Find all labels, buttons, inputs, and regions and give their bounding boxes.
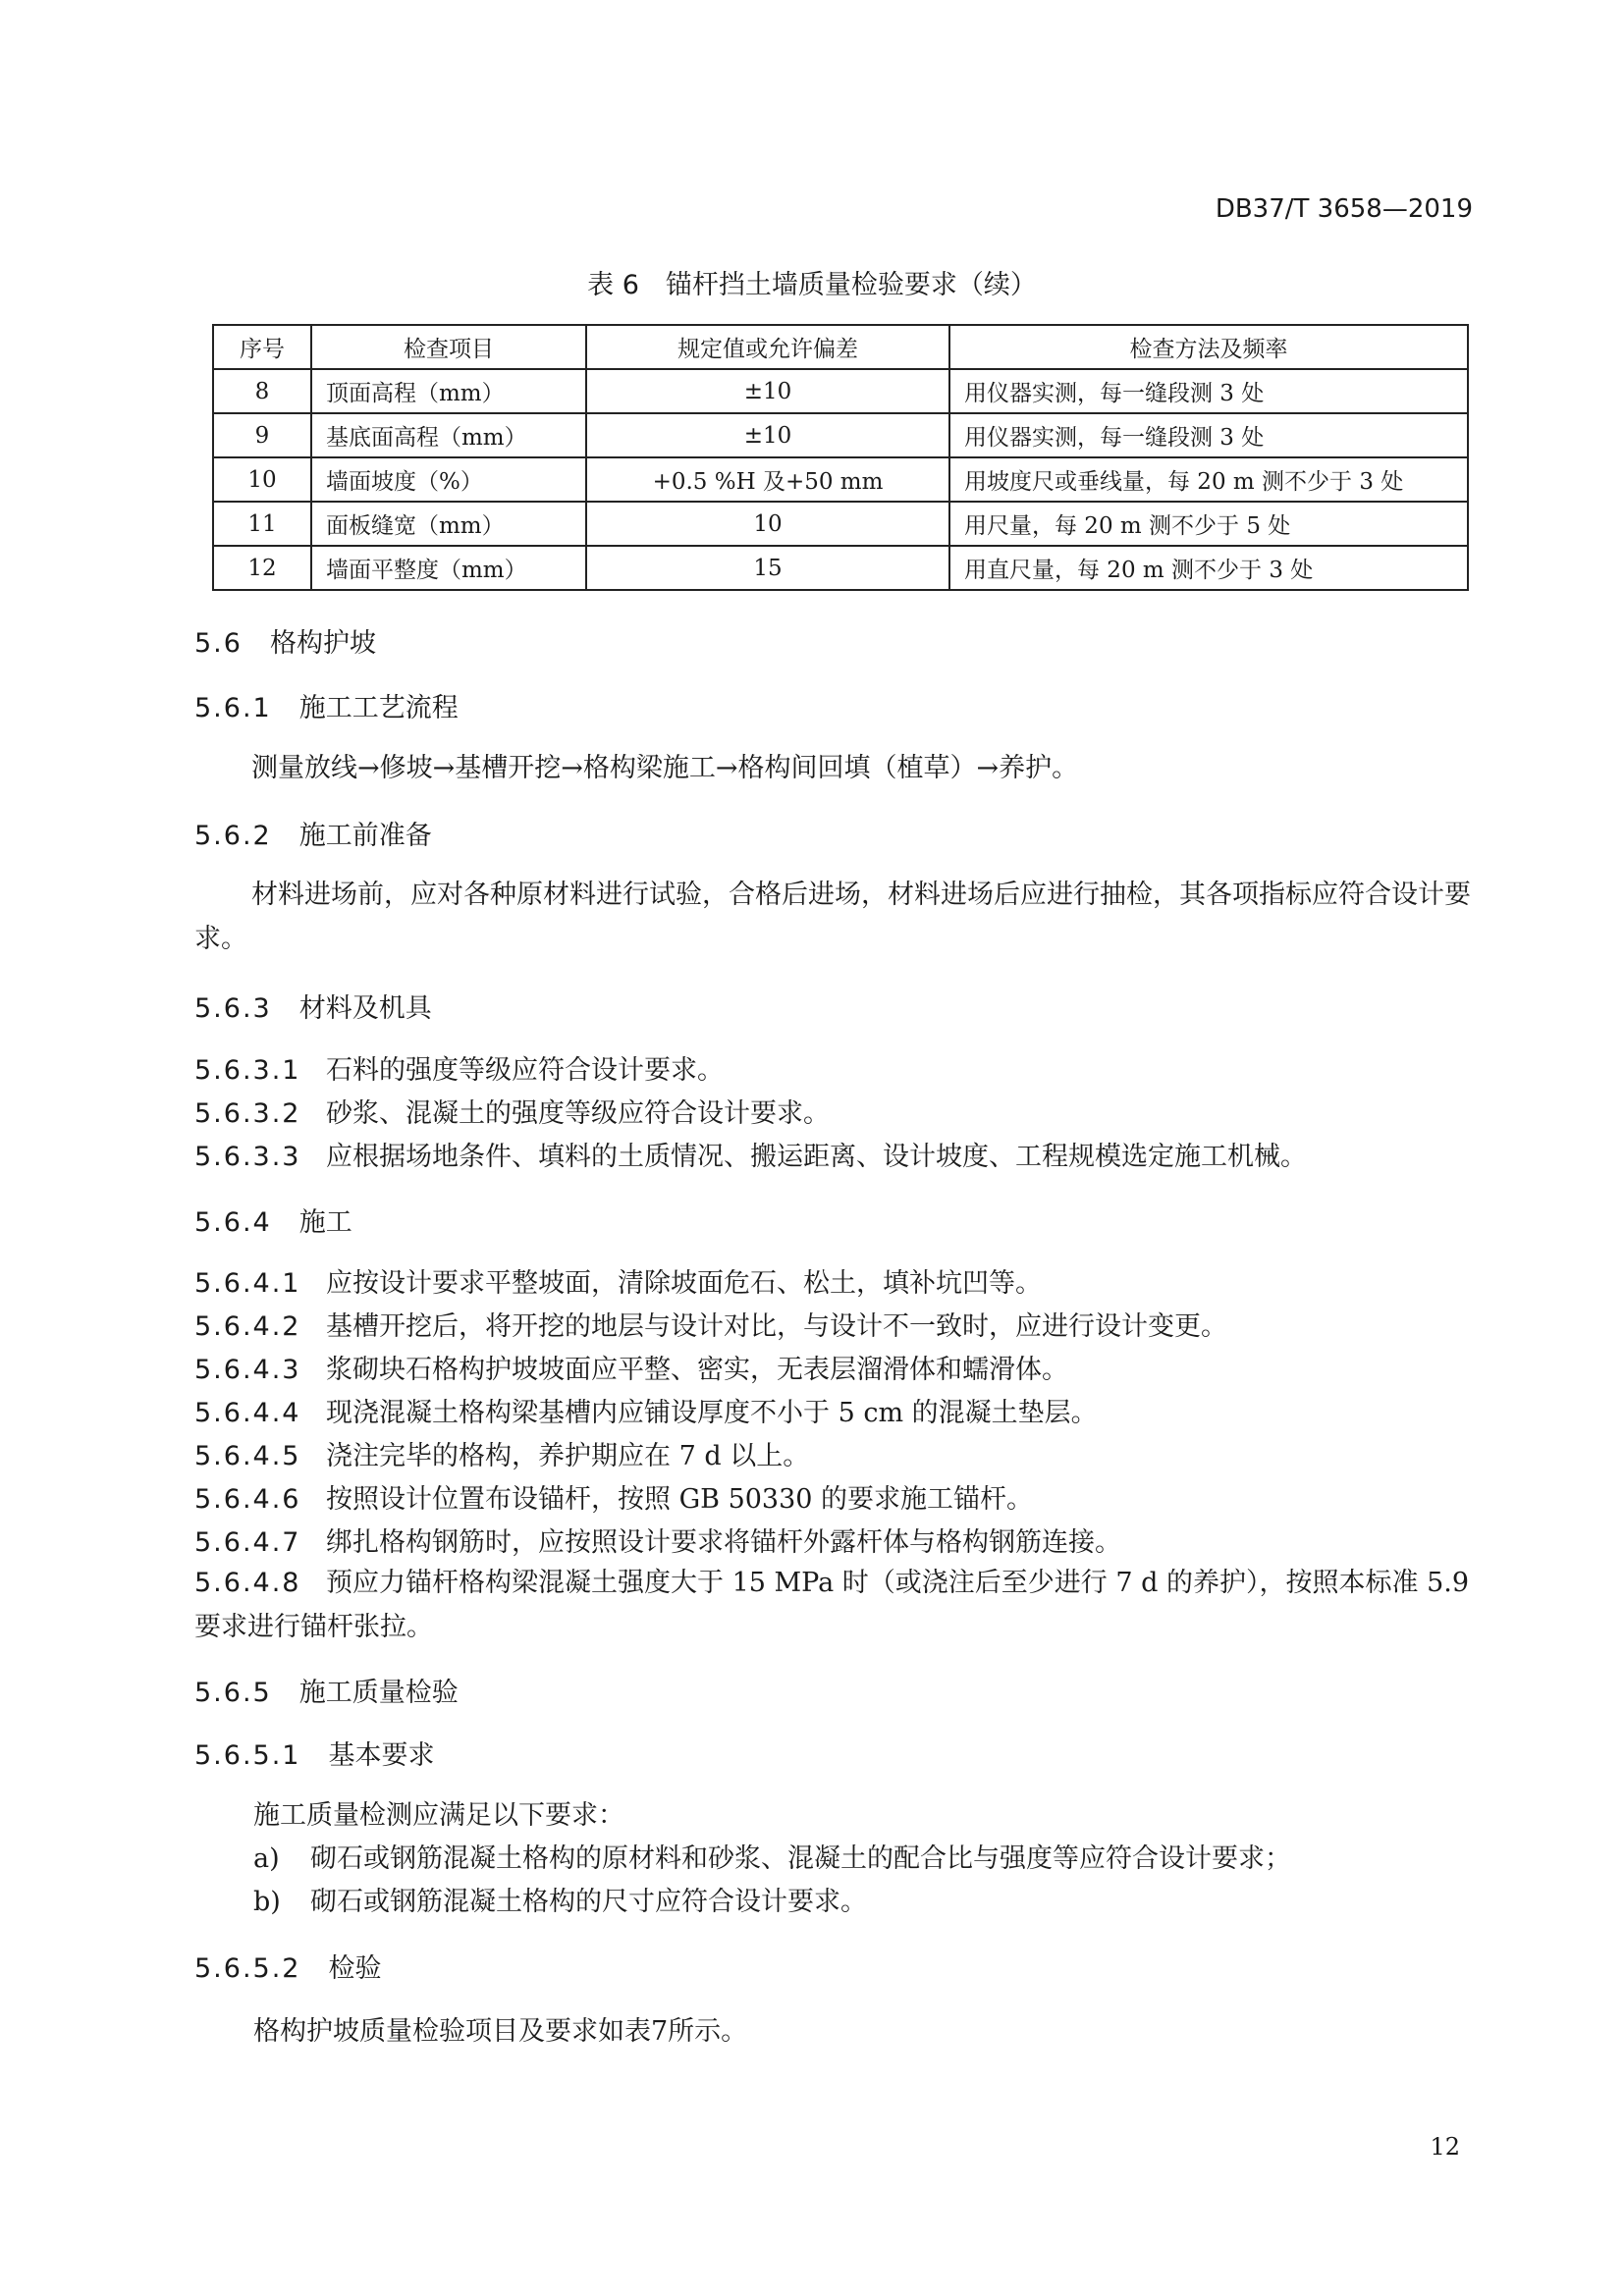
clause-text: 应根据场地条件、填料的土质情况、搬运距离、设计坡度、工程规模选定施工机械。 (326, 1142, 1307, 1172)
table-row (213, 413, 1468, 457)
clause-number: 5.6.3.2 (194, 1098, 301, 1129)
standard-code: DB37/T 3658—2019 (1215, 194, 1473, 224)
table-title: 表 6 锚杆挡土墙质量检验要求（续） (587, 270, 1037, 300)
col-header-tolerance: 规定值或允许偏差 (586, 325, 949, 369)
clause-text: 预应力锚杆格构梁混凝土强度大于 15 MPa 时（或浇注后至少进行 7 d 的养护），按照本标准 5.9 要求进行锚杆张拉。 (194, 1568, 1470, 1642)
section-number: 5.6 (194, 628, 243, 659)
clause-number: 5.6.3.3 (194, 1142, 301, 1172)
cell-item: 墙面坡度（%） (311, 457, 586, 502)
section-number: 5.6.4 (194, 1207, 272, 1238)
section-title: 材料及机具 (298, 993, 432, 1024)
section-heading-5-6 (194, 621, 376, 660)
section-heading-5-6-3 (194, 987, 432, 1025)
list-text: 砌石或钢筋混凝土格构的尺寸应符合设计要求。 (310, 1887, 867, 1917)
clause-text: 砂浆、混凝土的强度等级应符合设计要求。 (326, 1098, 830, 1129)
section-title: 施工工艺流程 (298, 693, 459, 723)
cell-item: 顶面高程（mm） (311, 369, 586, 413)
table-row (213, 369, 1468, 413)
cell-number: 8 (213, 369, 311, 413)
list-label: a) (253, 1843, 280, 1874)
section-heading-5-6-2 (194, 814, 432, 852)
section-number: 5.6.5.1 (194, 1740, 301, 1771)
clause-5-6-4-8 (194, 1561, 1490, 1649)
section-number: 5.6.3 (194, 993, 272, 1024)
clause-5-6-4-7 (194, 1521, 1121, 1559)
clause-text: 绑扎格构钢筋时，应按照设计要求将锚杆外露杆体与格构钢筋连接。 (326, 1527, 1121, 1558)
section-title: 施工 (298, 1207, 352, 1238)
section-heading-5-6-1 (194, 686, 459, 724)
list-label: b) (253, 1887, 281, 1917)
clause-5-6-4-2 (194, 1305, 1227, 1343)
section-title: 施工质量检验 (298, 1678, 459, 1708)
clause-5-6-3-3 (194, 1135, 1307, 1173)
col-header-method: 检查方法及频率 (949, 325, 1468, 369)
section-number: 5.6.1 (194, 693, 272, 723)
clause-number: 5.6.4.2 (194, 1311, 301, 1342)
requirements-intro: 施工质量检测应满足以下要求： (253, 1800, 624, 1831)
clause-text: 石料的强度等级应符合设计要求。 (326, 1055, 724, 1086)
table-row (213, 546, 1468, 590)
clause-number: 5.6.4.4 (194, 1398, 301, 1428)
cell-number: 11 (213, 502, 311, 546)
clause-5-6-4-4 (194, 1391, 1098, 1429)
cell-number: 10 (213, 457, 311, 502)
list-item-a (253, 1837, 1291, 1875)
clause-5-6-4-1 (194, 1261, 1042, 1300)
process-flow-text: 测量放线→修坡→基槽开挖→格构梁施工→格构间回填（植草）→养护。 (251, 753, 1079, 783)
cell-tolerance: 10 (586, 502, 949, 546)
clause-text: 现浇混凝土格构梁基槽内应铺设厚度不小于 5 cm 的混凝土垫层。 (326, 1398, 1098, 1428)
clause-text: 应按设计要求平整坡面，清除坡面危石、松土，填补坑凹等。 (326, 1268, 1042, 1299)
clause-5-6-3-1 (194, 1048, 724, 1087)
col-header-item: 检查项目 (311, 325, 586, 369)
clause-text: 浆砌块石格构护坡坡面应平整、密实，无表层溜滑体和蠕滑体。 (326, 1355, 1068, 1385)
section-heading-5-6-5-1 (194, 1734, 434, 1772)
clause-number: 5.6.4.1 (194, 1268, 301, 1299)
cell-number: 9 (213, 413, 311, 457)
clause-number: 5.6.3.1 (194, 1055, 301, 1086)
clause-5-6-4-5 (194, 1434, 809, 1472)
clause-text: 基槽开挖后，将开挖的地层与设计对比，与设计不一致时，应进行设计变更。 (326, 1311, 1227, 1342)
section-number: 5.6.5.2 (194, 1953, 301, 1984)
table-row (213, 457, 1468, 502)
section-title: 基本要求 (328, 1740, 435, 1771)
cell-method: 用尺量，每 20 m 测不少于 5 处 (949, 502, 1468, 546)
cell-method: 用直尺量，每 20 m 测不少于 3 处 (949, 546, 1468, 590)
section-title: 施工前准备 (298, 821, 432, 851)
clause-number: 5.6.4.6 (194, 1484, 301, 1515)
list-text: 砌石或钢筋混凝土格构的原材料和砂浆、混凝土的配合比与强度等应符合设计要求； (310, 1843, 1291, 1874)
section-title: 格构护坡 (269, 628, 376, 659)
cell-method: 用仪器实测，每一缝段测 3 处 (949, 369, 1468, 413)
cell-method: 用仪器实测，每一缝段测 3 处 (949, 413, 1468, 457)
table-header-row (213, 325, 1468, 369)
cell-tolerance: ±10 (586, 369, 949, 413)
cell-item: 墙面平整度（mm） (311, 546, 586, 590)
section-heading-5-6-5 (194, 1671, 459, 1709)
section-number: 5.6.2 (194, 821, 272, 851)
clause-number: 5.6.4.3 (194, 1355, 301, 1385)
cell-tolerance: 15 (586, 546, 949, 590)
clause-number: 5.6.4.5 (194, 1441, 301, 1471)
clause-5-6-4-6 (194, 1477, 1033, 1516)
cell-number: 12 (213, 546, 311, 590)
page-number: 12 (1430, 2133, 1460, 2161)
col-header-number: 序号 (213, 325, 311, 369)
table-row (213, 502, 1468, 546)
section-title: 检验 (328, 1953, 382, 1984)
clause-5-6-3-2 (194, 1092, 830, 1130)
clause-number: 5.6.4.7 (194, 1527, 301, 1558)
cell-item: 基底面高程（mm） (311, 413, 586, 457)
clause-5-6-4-3 (194, 1348, 1068, 1386)
cell-item: 面板缝宽（mm） (311, 502, 586, 546)
quality-inspection-table (212, 324, 1469, 591)
inspection-text: 格构护坡质量检验项目及要求如表7所示。 (253, 2016, 748, 2047)
cell-tolerance: +0.5 %H 及+50 mm (586, 457, 949, 502)
cell-tolerance: ±10 (586, 413, 949, 457)
clause-number: 5.6.4.8 (194, 1568, 301, 1598)
section-number: 5.6.5 (194, 1678, 272, 1708)
preparation-text: 材料进场前，应对各种原材料进行试验，合格后进场，材料进场后应进行抽检，其各项指标应符合设计要求。 (194, 880, 1471, 954)
clause-text: 按照设计位置布设锚杆，按照 GB 50330 的要求施工锚杆。 (326, 1484, 1034, 1515)
section-heading-5-6-5-2 (194, 1947, 381, 1985)
clause-text: 浇注完毕的格构，养护期应在 7 d 以上。 (326, 1441, 810, 1471)
section-heading-5-6-4 (194, 1201, 352, 1239)
cell-method: 用坡度尺或垂线量，每 20 m 测不少于 3 处 (949, 457, 1468, 502)
list-item-b (253, 1880, 867, 1918)
